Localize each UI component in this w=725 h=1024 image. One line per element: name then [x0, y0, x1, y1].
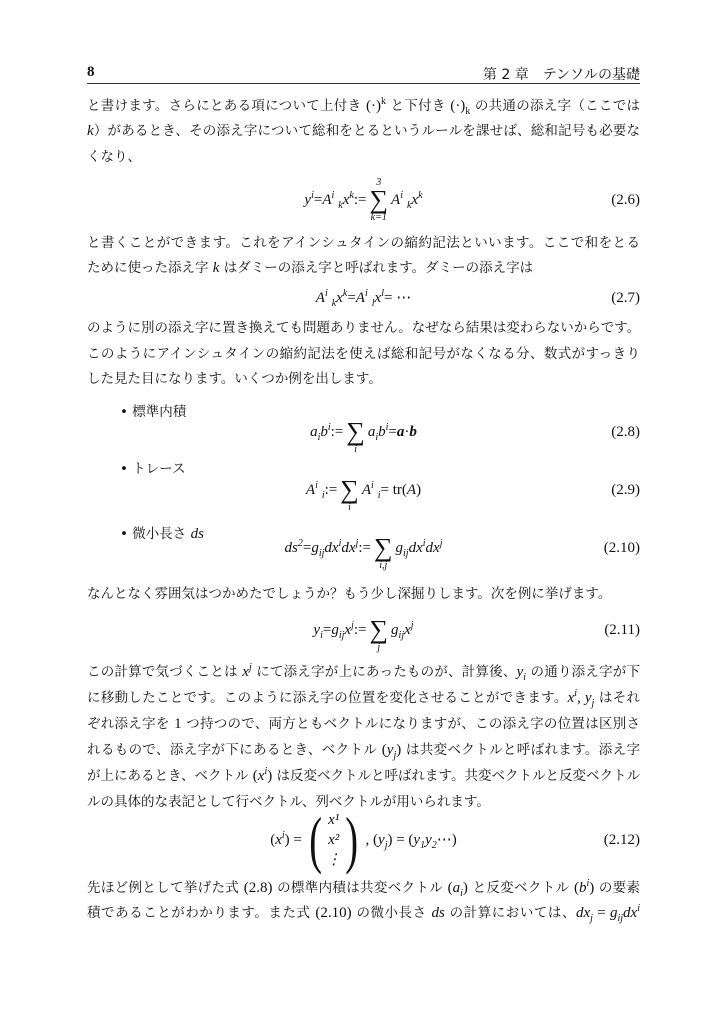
subscript: i: [320, 630, 323, 641]
text-run: に移動したことです。このように添え字の位置を変化させることができます。: [87, 690, 568, 706]
sigma-symbol: ∑: [369, 185, 389, 214]
math: $dx_j$: [575, 905, 593, 924]
math: $dx^i$: [324, 538, 342, 556]
text-line: [87, 343, 640, 365]
bullet-label: 標準内積: [132, 404, 187, 420]
math: $x^k$: [336, 288, 348, 306]
math: $ds^2$: [284, 538, 303, 556]
sum-lower-limit: i,j: [379, 560, 388, 571]
text-run: の微小長さ: [351, 905, 432, 921]
math: $x^i$: [567, 688, 578, 706]
bullet-label: 微小長さ: [132, 526, 191, 542]
text-line: [87, 120, 640, 142]
subscript: j: [384, 840, 388, 851]
math: A: [406, 482, 417, 498]
superscript: k: [380, 96, 386, 107]
superscript: i: [364, 288, 368, 299]
superscript: l: [381, 288, 384, 299]
text-run: はダミーの添え字と呼ばれます。ダミーの添え字は: [219, 260, 534, 276]
math: k: [212, 260, 220, 276]
right-paren: ): [345, 804, 359, 875]
math: $y^i$: [304, 190, 314, 208]
math: $b^i$: [578, 878, 590, 896]
equation-body: [304, 175, 422, 225]
text-line: [87, 687, 640, 709]
subscript: i: [460, 888, 463, 899]
vector-entry: x¹: [328, 812, 340, 828]
math: $y_1$: [413, 832, 426, 851]
superscript: i: [338, 538, 342, 549]
text-run: ために使った添え字: [87, 260, 213, 276]
subscript: 1: [420, 840, 426, 851]
math: $A^i_k$: [391, 190, 412, 211]
equation-body: [316, 273, 411, 323]
math: $x^i$: [275, 830, 285, 848]
summation: [340, 467, 359, 513]
math: , (: [365, 832, 379, 848]
math: $dx^j$: [341, 538, 359, 556]
math: = ⋯: [383, 290, 412, 306]
equation: [87, 175, 640, 225]
text-run: のように別の添え字に置き換えても問題ありません。なぜなら結果は変わらないからです。: [87, 320, 641, 336]
subscript: j: [393, 750, 397, 761]
text-line: [87, 661, 640, 683]
subscript: k: [465, 106, 471, 117]
math: $A^i_i$: [305, 480, 325, 501]
math: $(\cdot)_k$: [450, 98, 471, 117]
subscript: ij: [617, 913, 624, 924]
subscript: i: [321, 490, 325, 501]
math: 1: [174, 716, 182, 732]
superscript: j: [355, 538, 359, 549]
subscript: j: [590, 913, 593, 924]
math: $a_i$: [367, 424, 379, 443]
math: :=: [353, 192, 367, 208]
text-line: [87, 368, 640, 390]
text-run: は反変ベクトルと呼ばれます。共変ベクトルと反変ベクトル: [272, 768, 640, 784]
left-paren: (: [309, 804, 322, 875]
subscript: i: [375, 432, 379, 443]
superscript: i: [400, 190, 403, 201]
math: = tr(: [380, 482, 407, 498]
subscript: i: [377, 490, 381, 501]
math: ,: [577, 690, 585, 706]
math: $A^i_i$: [361, 480, 381, 501]
text-run: はそれ: [594, 690, 641, 706]
math: =: [302, 540, 312, 556]
text-run: と書くことができます。これをアインシュタインの縮約記法といいます。ここで和をとる: [87, 235, 640, 251]
math: =: [388, 424, 397, 440]
subscript: ij: [318, 548, 325, 559]
equation-body: [313, 605, 413, 655]
math: =: [347, 290, 356, 306]
subscript: k: [338, 200, 343, 211]
equation-body: [306, 465, 421, 515]
math: b: [409, 424, 417, 440]
math: (: [573, 880, 579, 896]
math: ): [416, 482, 422, 498]
page-number: 8: [87, 64, 95, 80]
text-run: と書けます。さらにとある項について上付き: [87, 98, 366, 114]
subscript: k: [407, 200, 412, 211]
math: :=: [330, 424, 344, 440]
math: k: [87, 123, 94, 139]
superscript: i: [264, 766, 268, 777]
subscript: i: [523, 672, 527, 683]
equation: [87, 407, 640, 457]
math: $dx^j$: [425, 538, 443, 556]
equation-number: (2.8): [611, 424, 640, 440]
summation: [370, 177, 389, 223]
math: :=: [324, 482, 338, 498]
text-run: ぞれ添え字を: [87, 716, 175, 732]
math: (: [381, 742, 387, 758]
subscript: i: [317, 432, 321, 443]
math: (: [252, 768, 258, 784]
superscript: k: [342, 288, 348, 299]
text-run: ルの具体的な表記として行ベクトル、列ベクトルが用いられます。: [87, 794, 490, 810]
text-line: [87, 739, 640, 761]
superscript: i: [281, 830, 285, 841]
column-vector: [305, 805, 363, 875]
equation: [87, 273, 640, 323]
chapter-title: 第 2 章 テンソルの基礎: [482, 67, 640, 83]
math: $g_{ij}$: [395, 540, 409, 559]
math: $x^k$: [411, 190, 423, 208]
equation: [87, 800, 640, 880]
text-line: [87, 232, 640, 254]
math: $b^i$: [378, 422, 389, 440]
math: $x^j$: [242, 662, 252, 680]
math: $x^k$: [342, 190, 354, 208]
superscript: i: [586, 878, 590, 889]
math: ): [396, 742, 402, 758]
superscript: k: [418, 190, 423, 201]
math: =: [313, 192, 323, 208]
text-run: の標準内積は共変ベクトル: [272, 880, 448, 896]
bullet-label: トレース: [132, 461, 186, 477]
subscript: j: [591, 698, 595, 709]
sum-lower-limit: i: [354, 444, 357, 455]
bullet-dot: •: [120, 461, 133, 477]
math: $dx^i$: [623, 903, 640, 921]
bullet-dot: •: [120, 526, 133, 542]
equation: [87, 605, 640, 655]
math: $g_{ij}$: [609, 905, 624, 924]
superscript: i: [370, 480, 374, 491]
subscript: ij: [398, 630, 405, 641]
equation: [87, 465, 640, 515]
subscript: ij: [338, 630, 345, 641]
text-run: の共通の添え字（ここでは: [470, 98, 640, 114]
text-run: くなり、: [87, 149, 141, 165]
math: ·: [404, 424, 410, 440]
superscript: j: [410, 620, 414, 631]
text-run: なんとなく雰囲気はつかめたでしょうか？もう少し深掘りします。次を例に挙げます。: [87, 586, 612, 602]
text-line: [87, 95, 640, 117]
math: $y_i$: [313, 622, 323, 641]
text-run: 積であることがわかります。また式: [87, 905, 316, 921]
summation: [374, 525, 393, 571]
text-line: [87, 877, 640, 899]
math: :=: [353, 622, 367, 638]
math: :=: [358, 540, 371, 556]
superscript: i: [324, 288, 328, 299]
math: $A^i_l$: [355, 288, 375, 309]
math: a: [396, 424, 405, 440]
math: ): [589, 880, 595, 896]
text-run: 先ほど例として挙げた式: [87, 880, 244, 896]
vector-entry: x²: [328, 832, 340, 848]
sigma-symbol: ∑: [340, 475, 359, 504]
superscript: i: [422, 538, 426, 549]
text-run: の要素: [594, 880, 640, 896]
math: ds: [431, 905, 445, 921]
text-run: この計算で気づくことは: [87, 664, 243, 680]
math: $x^j$: [404, 620, 414, 638]
text-line: [87, 583, 640, 605]
math: $a_i$: [452, 880, 463, 899]
math: ) = (: [387, 832, 414, 848]
math: $g_{ij}$: [331, 622, 345, 641]
math: $A^i_k$: [315, 288, 337, 309]
subscript: k: [331, 298, 337, 309]
math: $a_i$: [310, 424, 321, 443]
vector-entry: ⋮: [326, 852, 342, 868]
math: (2.10): [315, 905, 352, 921]
text-line: [87, 765, 640, 787]
sum-lower-limit: k=1: [370, 212, 387, 223]
math: $g_{ij}$: [311, 540, 325, 559]
math: $dx^i$: [408, 538, 426, 556]
superscript: j: [351, 620, 354, 631]
sum-upper-limit: 3: [376, 177, 382, 188]
superscript: i: [327, 422, 331, 433]
text-run: と反変ベクトル: [467, 880, 574, 896]
math: ): [462, 880, 468, 896]
superscript: i: [574, 688, 578, 699]
bullet-math: ds: [190, 526, 204, 542]
sigma-symbol: ∑: [346, 417, 365, 446]
sum-lower-limit: i: [348, 502, 351, 513]
superscript: j: [248, 662, 252, 673]
text-run: が上にあるとき、ベクトル: [87, 768, 253, 784]
equation-number: (2.6): [611, 192, 640, 208]
math: ): [267, 768, 273, 784]
subscript: 2: [431, 840, 437, 851]
math: $x^i$: [257, 766, 268, 784]
text-run: した見た目になります。いくつか例を出します。: [87, 371, 382, 387]
math: $x^l$: [374, 288, 384, 306]
text-line: [87, 902, 640, 924]
text-run: にて添え字が上にあったものが、計算後、: [251, 664, 517, 680]
text-line: [87, 146, 640, 168]
subscript: l: [371, 298, 375, 309]
header-rule: [87, 83, 640, 84]
sigma-symbol: ∑: [369, 615, 389, 644]
text-run: れるもので、添え字が下にあるとき、ベクトル: [87, 742, 382, 758]
superscript: i: [315, 480, 318, 491]
math: $y_j$: [378, 832, 388, 851]
sigma-symbol: ∑: [373, 533, 393, 562]
equation-number: (2.10): [603, 540, 640, 556]
text-run: つ持つので、両方ともベクトルになりますが、この添え字の位置は区別さ: [181, 716, 640, 732]
equation: [87, 523, 640, 573]
superscript: i: [311, 190, 314, 201]
math: (: [270, 832, 276, 848]
equation-number: (2.7): [611, 290, 640, 306]
math: $(\cdot)^k$: [365, 96, 386, 114]
text-run: このようにアインシュタインの縮約記法を使えば総和記号がなくなる分、数式がすっきり: [87, 346, 640, 362]
summation: [370, 607, 389, 653]
equation-number: (2.12): [603, 832, 640, 848]
superscript: i: [385, 422, 389, 433]
math: =: [592, 905, 610, 921]
equation-number: (2.11): [604, 622, 640, 638]
subscript: ij: [403, 548, 409, 559]
text-run: と下付き: [385, 98, 451, 114]
bullet-dot: •: [120, 404, 133, 420]
math: $y_j$: [386, 742, 397, 761]
math: $y_j$: [584, 690, 595, 709]
math: (: [447, 880, 453, 896]
math: (2.8): [243, 880, 273, 896]
text-run: ）があるとき、その添え字について総和をとるというルールを課せば、総和記号も必要な: [93, 123, 640, 139]
text-line: [87, 713, 640, 735]
superscript: j: [439, 538, 443, 549]
text-run: は共変ベクトルと呼ばれます。添え字: [401, 742, 640, 758]
summation: [346, 409, 365, 455]
superscript: i: [637, 903, 640, 914]
vector-entries: [326, 810, 341, 870]
math: $b^i$: [320, 422, 331, 440]
equation-body: [270, 800, 457, 880]
equation-body: [310, 407, 417, 457]
math: $y_i$: [516, 664, 527, 683]
math: $A^i_k$: [322, 190, 343, 211]
superscript: 2: [297, 538, 303, 549]
math: $y_2$: [425, 832, 437, 851]
math: $g_{ij}$: [391, 622, 405, 641]
text-run: の通り添え字が下: [526, 664, 640, 680]
equation-body: [285, 523, 443, 573]
equation-number: (2.9): [611, 482, 640, 498]
math: ) =: [284, 832, 302, 848]
superscript: k: [349, 190, 354, 201]
superscript: i: [331, 190, 335, 201]
math: =: [322, 622, 332, 638]
math: $x^j$: [344, 620, 354, 638]
sum-lower-limit: j: [377, 642, 381, 653]
text-run: の計算においては、: [444, 905, 576, 921]
math: ⋯): [436, 832, 457, 848]
